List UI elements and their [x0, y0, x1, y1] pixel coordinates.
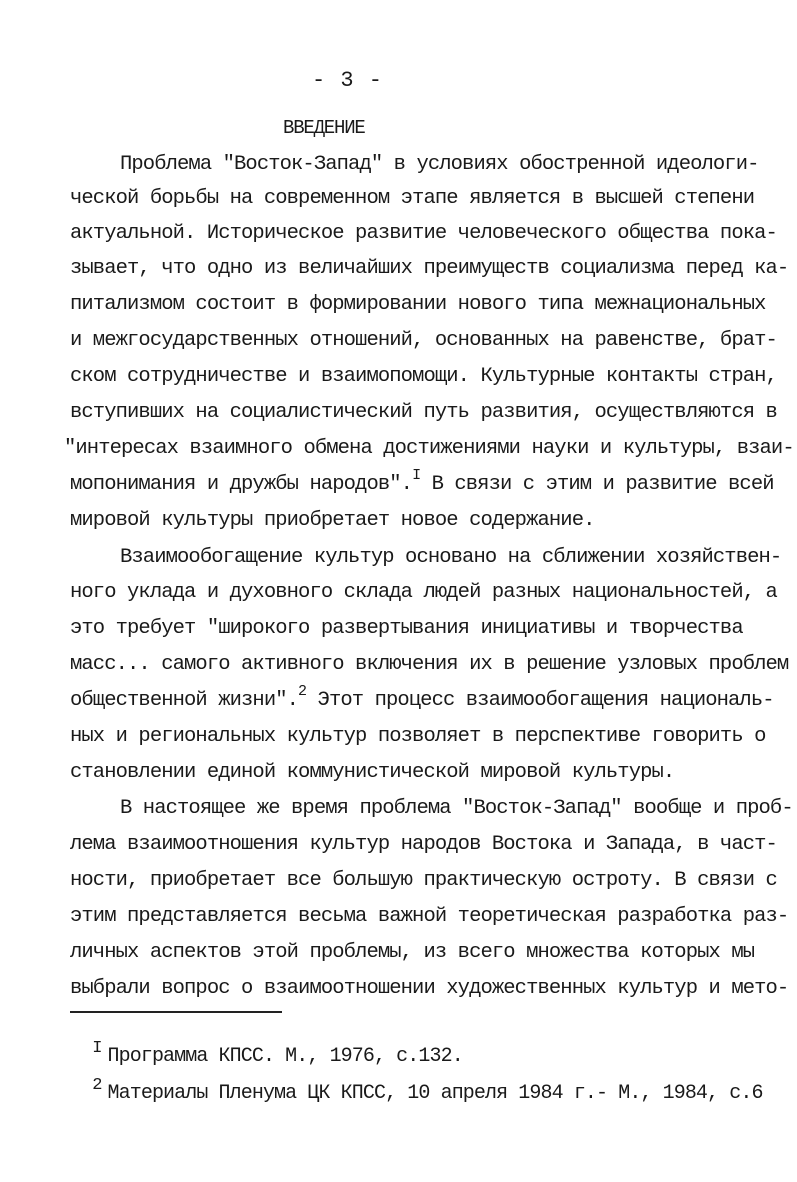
footnote-1 [70, 1027, 463, 1067]
body-line-text: личных аспектов этой проблемы, из всего множества которых мы [70, 941, 755, 964]
body-line [70, 403, 777, 424]
footnote-1-mark: I [92, 1039, 102, 1058]
body-line [120, 155, 759, 176]
body-line [120, 548, 781, 569]
body-line [120, 799, 793, 820]
body-line [70, 295, 766, 316]
body-line-text: Проблема "Восток-Запад" в условиях обостренной идеологи- [120, 153, 759, 176]
body-line-text: ного уклада и духовного склада людей разных национальностей, а [70, 581, 777, 604]
body-line [64, 439, 794, 460]
body-line-text: актуальной. Историческое развитие человеческого общества пока- [70, 222, 777, 245]
body-line-text: ности, приобретает все большую практическую остроту. В связи с [70, 869, 777, 892]
body-line [70, 979, 788, 1000]
body-line [70, 655, 788, 676]
body-line-text: "интересах взаимного обмена достижениями науки и культуры, взаи- [64, 437, 794, 460]
body-line-text: мопонимания и дружбы народов". [70, 473, 413, 496]
body-line [70, 189, 754, 210]
footnote-1-text: Программа КПСС. М., 1976, с.132. [107, 1045, 463, 1068]
section-heading: ВВЕДЕНИЕ [283, 117, 365, 139]
body-line [70, 907, 788, 928]
footnote-rule [70, 1011, 282, 1013]
body-line [70, 224, 777, 245]
body-line-text-continued: В связи с этим и развитие всей [420, 473, 774, 496]
body-line [70, 683, 774, 712]
body-line [70, 259, 788, 280]
body-line [70, 763, 674, 784]
body-line-text: ческой борьбы на современном этапе является в высшей степени [70, 187, 755, 210]
body-line-text: зывает, что одно из величайших преимуществ социализма перед ка- [70, 257, 789, 280]
body-line-text: этим представляется весьма важной теоретическая разработка раз- [70, 905, 789, 928]
footnote-2-mark: 2 [92, 1076, 102, 1095]
body-line-text: Взаимообогащение культур основано на сближении хозяйствен- [120, 546, 782, 569]
body-line-text: выбрали вопрос о взаимоотношении художественных культур и мето- [70, 977, 789, 1000]
body-line-text: В настоящее же время проблема "Восток-Запад" вообще и проб- [120, 797, 793, 820]
body-line [70, 727, 766, 748]
body-line-text: ском сотрудничестве и взаимопомощи. Культурные контакты стран, [70, 365, 777, 388]
body-line [70, 871, 777, 892]
footnote-2-text: Материалы Пленума ЦК КПСС, 10 апреля 1984 г.- М., 1984, с.6 [107, 1082, 763, 1105]
body-line [70, 367, 777, 388]
body-line [70, 331, 777, 352]
body-line-text: вступивших на социалистический путь развития, осуществляются в [70, 401, 777, 424]
body-line-text: питализмом состоит в формировании нового типа межнациональных [70, 293, 766, 316]
body-line [70, 835, 777, 856]
body-line [70, 583, 777, 604]
body-line-text: лема взаимоотношения культур народов Востока и Запада, в част- [70, 833, 777, 856]
body-line [70, 511, 595, 532]
body-line-text: становлении единой коммунистической мировой культуры. [70, 761, 675, 784]
body-line-text-continued: Этот процесс взаимообогащения националь- [306, 689, 774, 712]
body-line [70, 619, 743, 640]
body-line-text: масс... самого активного включения их в решение узловых проблем [70, 653, 789, 676]
page-number: - 3 - [312, 68, 384, 93]
footnote-reference: 2 [298, 683, 307, 700]
body-line-text: ных и региональных культур позволяет в перспективе говорить о [70, 725, 766, 748]
body-line [70, 467, 774, 496]
body-line-text: общественной жизни". [70, 689, 299, 712]
footnote-reference: I [412, 467, 421, 484]
body-line-text: мировой культуры приобретает новое содержание. [70, 509, 595, 532]
body-line-text: это требует "широкого развертывания инициативы и творчества [70, 617, 743, 640]
footnote-2 [70, 1064, 763, 1104]
body-line-text: и межгосударственных отношений, основанных на равенстве, брат- [70, 329, 777, 352]
body-line [70, 943, 754, 964]
